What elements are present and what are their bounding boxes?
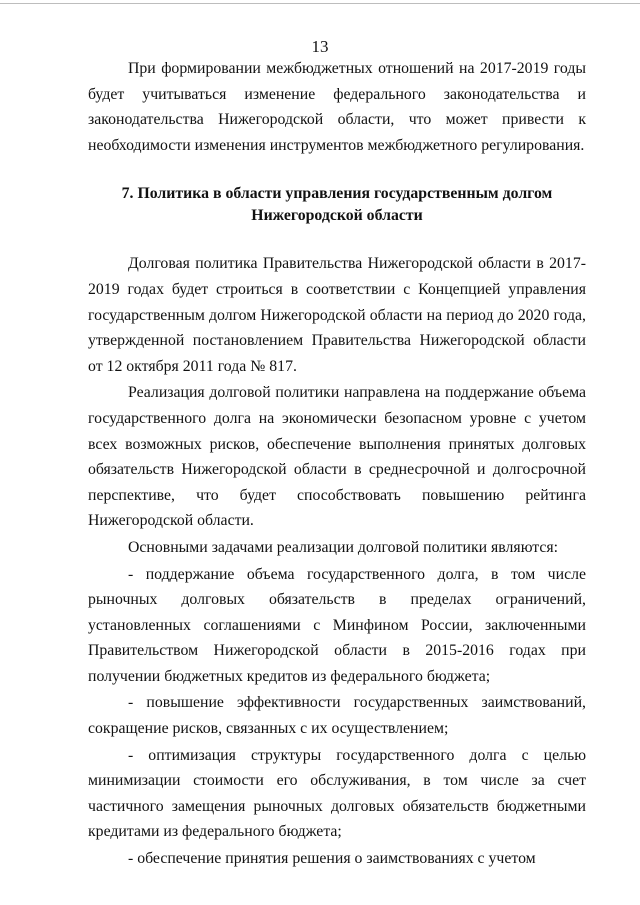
section-heading xyxy=(88,183,586,227)
intro-paragraph: При формировании межбюджетных отношений на 2017-2019 годы будет учитываться изменение федерального законодательства и законодательства Нижегородской области, что может привести к необходимости изменения инструментов межбюджетного регулирования. xyxy=(88,60,586,154)
list-item-debt-volume: - поддержание объема государственного долга, в том числе рыночных долговых обязательств в пределах ограничений, установленных соглашениями с Минфином России, заключенными Правительством Нижегородской области в 2015-2016 годах при получении бюджетных кредитов из федерального бюджета; xyxy=(88,565,586,685)
page-number: 13 xyxy=(311,37,329,56)
paragraph-debt-policy-goal: Реализация долговой политики направлена на поддержание объема государственного долга на экономически безопасном уровне с учетом всех возможных рисков, обеспечение выполнения принятых долговых обязательств Нижегородской области в среднесрочной и долгосрочной перспективе, что будет способствовать повышению рейтинга Нижегородской области. xyxy=(88,384,586,530)
section-heading-line-2: Нижегородской области xyxy=(251,207,423,225)
paragraph-tasks-intro: Основными задачами реализации долговой политики являются: xyxy=(128,538,559,556)
page-top-edge-line xyxy=(0,3,640,4)
section-heading-line-1: 7. Политика в области управления государственным долгом xyxy=(121,185,553,203)
paragraph-debt-policy-basis: Долговая политика Правительства Нижегородской области в 2017-2019 годах будет строиться в соответствии с Концепцией управления государственным долгом Нижегородской области на период до 2020 года, утвержденной постановлением Правительства Нижегородской области от 12 октября 2011 года № 817. xyxy=(88,255,586,375)
list-item-borrowing-efficiency: - повышение эффективности государственных заимствований, сокращение рисков, связанных с их осуществлением; xyxy=(88,694,586,738)
document-body xyxy=(88,56,586,872)
list-item-borrowing-decisions: - обеспечение принятия решения о заимствованиях с учетом xyxy=(128,850,536,868)
list-item-debt-structure: - оптимизация структуры государственного долга с целью минимизации стоимости его обслуживания, в том числе за счет частичного замещения рыночных долговых обязательств бюджетными кредитами из федерального бюджета; xyxy=(88,746,586,841)
